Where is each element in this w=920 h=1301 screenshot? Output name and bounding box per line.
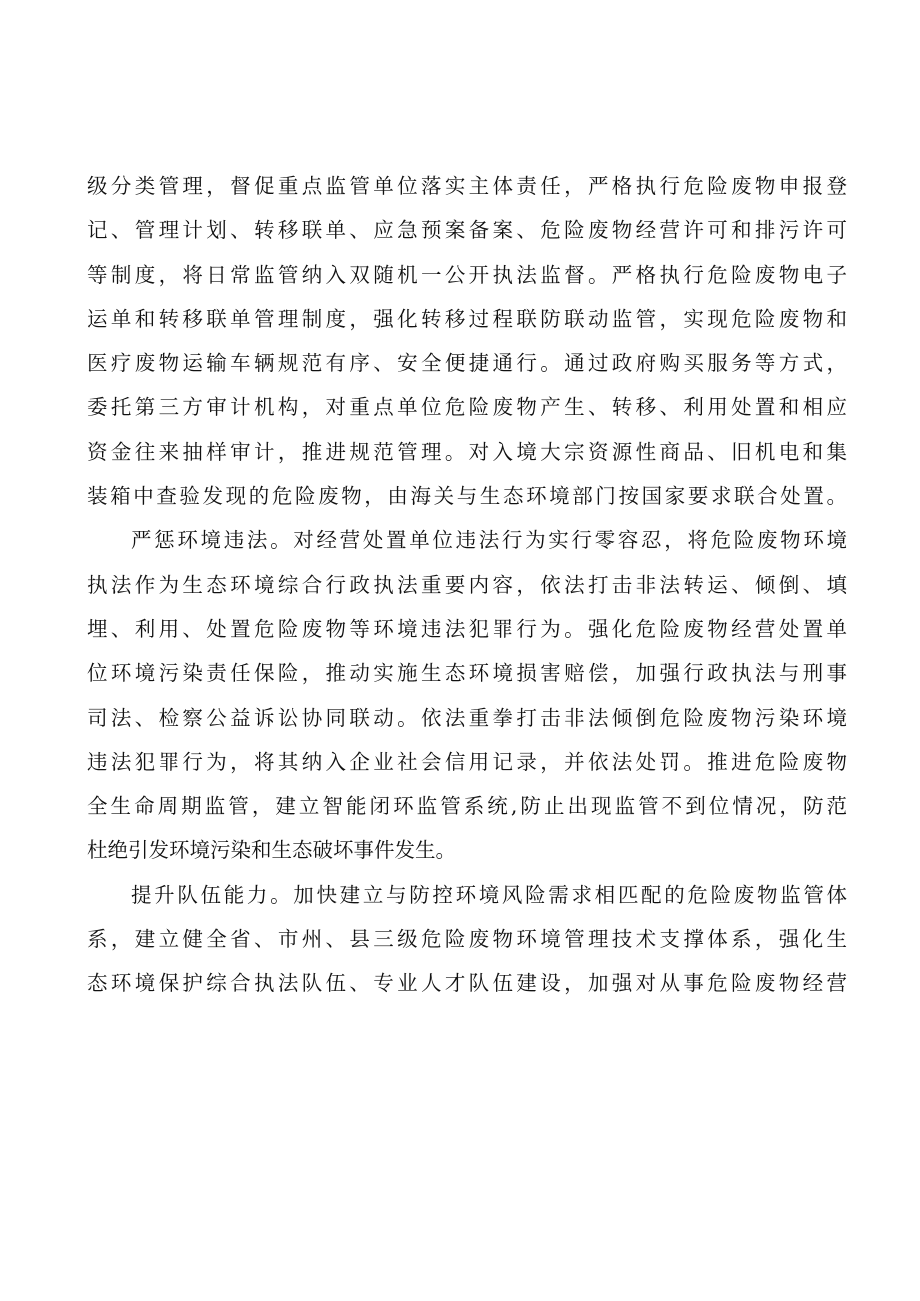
text-line: 等制度，将日常监管纳入双随机一公开执法监督。严格执行危险废物电子 — [87, 262, 847, 287]
text-line: 提升队伍能力。加快建立与防控环境风险需求相匹配的危险废物监管体 — [131, 882, 847, 907]
paragraph-1 — [87, 164, 847, 518]
text-line: 级分类管理，督促重点监管单位落实主体责任，严格执行危险废物申报登 — [87, 174, 847, 198]
text-line: 严惩环境违法。对经营处置单位违法行为实行零容忍，将危险废物环境 — [131, 528, 847, 553]
text-line: 运单和转移联单管理制度，强化转移过程联防联动监管，实现危险废物和 — [87, 306, 847, 331]
text-line: 装箱中查验发现的危险废物，由海关与生态环境部门按国家要求联合处置。 — [87, 484, 847, 509]
text-line: 资金往来抽样审计，推进规范管理。对入境大宗资源性商品、旧机电和集 — [87, 439, 847, 464]
text-line: 司法、检察公益诉讼协同联动。依法重拳打击非法倾倒危险废物污染环境 — [87, 705, 847, 730]
text-line: 位环境污染责任保险，推动实施生态环境损害赔偿，加强行政执法与刑事 — [87, 661, 847, 686]
paragraph-3 — [87, 873, 847, 1006]
paragraph-2 — [87, 518, 847, 872]
text-line: 委托第三方审计机构，对重点单位危险废物产生、转移、利用处置和相应 — [87, 395, 847, 420]
text-line: 记、管理计划、转移联单、应急预案备案、危险废物经营许可和排污许可 — [87, 218, 847, 243]
text-line: 系，建立健全省、市州、县三级危险废物环境管理技术支撑体系，强化生 — [87, 927, 847, 952]
text-line: 埋、利用、处置危险废物等环境违法犯罪行为。强化危险废物经营处置单 — [87, 616, 847, 641]
document-body — [87, 164, 847, 1006]
text-line: 执法作为生态环境综合行政执法重要内容，依法打击非法转运、倾倒、填 — [87, 572, 847, 597]
text-line: 杜绝引发环境污染和生态破坏事件发生。 — [87, 838, 456, 863]
text-line: 全生命周期监管，建立智能闭环监管系统,防止出现监管不到位情况，防范 — [87, 794, 847, 819]
text-line: 违法犯罪行为，将其纳入企业社会信用记录，并依法处罚。推进危险废物 — [87, 749, 847, 774]
text-line: 医疗废物运输车辆规范有序、安全便捷通行。通过政府购买服务等方式， — [87, 351, 847, 376]
text-line: 态环境保护综合执法队伍、专业人才队伍建设，加强对从事危险废物经营 — [87, 971, 847, 996]
